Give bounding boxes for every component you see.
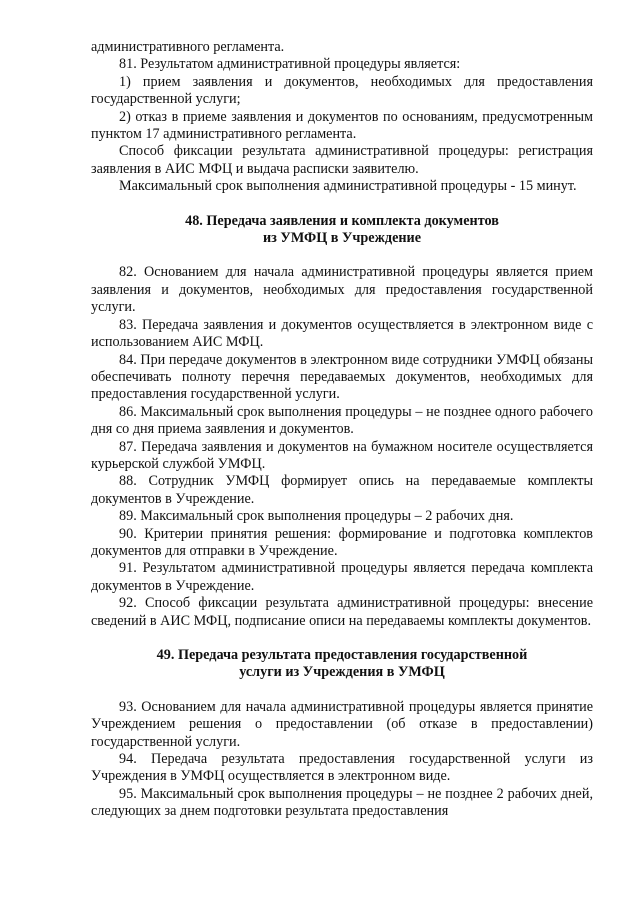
- paragraph-92: 92. Способ фиксации результата административной процедуры: внесение сведений в АИС МФЦ, подписание описи на передаваемы комплекты документов.: [91, 595, 593, 629]
- paragraph-84: 84. При передаче документов в электронном виде сотрудники УМФЦ обязаны обеспечивать полноту перечня передаваемых документов, необходимых для предоставления государственной услуги.: [91, 351, 593, 403]
- section-48-heading: [91, 213, 593, 248]
- paragraph-81: 81. Результатом административной процедуры является:: [119, 56, 461, 73]
- paragraph-83: 83. Передача заявления и документов осуществляется в электронном виде с использованием АИС МФЦ.: [91, 316, 593, 351]
- document-page: [91, 39, 593, 821]
- paragraph-fixation-method: Способ фиксации результата административной процедуры: регистрация заявления в АИС МФЦ и выдача расписки заявителю.: [91, 143, 593, 177]
- section-48-heading-line-1: 48. Передача заявления и комплекта документов: [185, 212, 499, 229]
- paragraph-continuation: административного регламента.: [91, 39, 285, 55]
- section-48-heading-line-2: из УМФЦ в Учреждение: [262, 230, 422, 247]
- paragraph-94: 94. Передача результата предоставления государственной услуги из Учреждения в УМФЦ осуществляется в электронном виде.: [91, 751, 593, 785]
- paragraph-91: 91. Результатом административной процедуры является передача комплекта документов в Учреждение.: [91, 560, 593, 594]
- section-49-heading: [91, 647, 593, 682]
- paragraph-86: 86. Максимальный срок выполнения процедуры – не позднее одного рабочего дня со дня приема заявления и документов.: [91, 403, 593, 438]
- paragraph-81-item-2: 2) отказ в приеме заявления и документов по основаниям, предусмотренным пунктом 17 административного регламента.: [91, 108, 593, 143]
- spacer: [91, 196, 593, 213]
- section-49-heading-line-1: 49. Передача результата предоставления государственной: [156, 647, 528, 663]
- paragraph-87: 87. Передача заявления и документов на бумажном носителе осуществляется курьерской службой УМФЦ.: [91, 438, 593, 472]
- paragraph-82: 82. Основанием для начала административной процедуры является прием заявления и документов, необходимых для предоставления государственной услуги.: [91, 264, 593, 316]
- spacer: [91, 682, 593, 699]
- spacer: [91, 630, 593, 647]
- paragraph-88: 88. Сотрудник УМФЦ формирует опись на передаваемые комплекты документов в Учреждение.: [91, 473, 593, 507]
- paragraph-89: 89. Максимальный срок выполнения процедуры – 2 рабочих дня.: [119, 508, 514, 525]
- paragraph-90: 90. Критерии принятия решения: формирование и подготовка комплектов документов для отправки в Учреждение.: [91, 525, 593, 559]
- paragraph-93: 93. Основанием для начала административной процедуры является принятие Учреждением решения о предоставлении (об отказе в предоставлении) государственной услуги.: [91, 698, 593, 750]
- paragraph-max-time: Максимальный срок выполнения административной процедуры - 15 минут.: [119, 178, 577, 195]
- paragraph-95: 95. Максимальный срок выполнения процедуры – не позднее 2 рабочих дней, следующих за днем подготовки результата предоставления: [91, 785, 593, 820]
- paragraph-81-item-1: 1) прием заявления и документов, необходимых для предоставления государственной услуги;: [91, 73, 593, 108]
- spacer: [91, 247, 593, 264]
- section-49-heading-line-2: услуги из Учреждения в УМФЦ: [239, 664, 445, 681]
